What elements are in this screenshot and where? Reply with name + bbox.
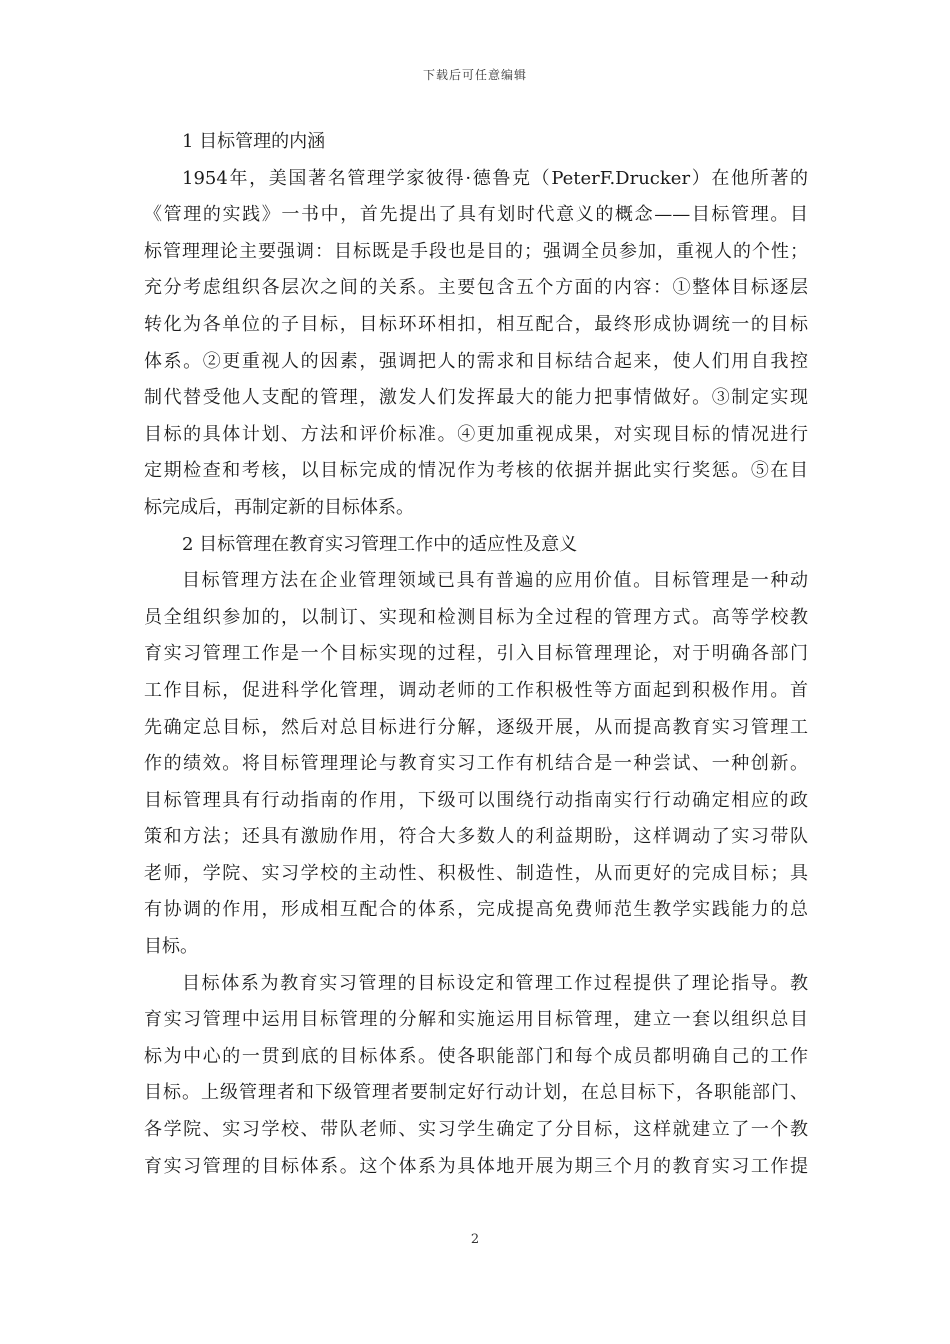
paragraph-line: 充分考虑组织各层次之间的关系。主要包含五个方面的内容：①整体目标逐层 (144, 277, 808, 299)
paragraph-line: 体系。②更重视人的因素，强调把人的需求和目标结合起来，使人们用自我控 (144, 350, 808, 372)
paragraph-line: 目标管理方法在企业管理领域已具有普遍的应用价值。目标管理是一种动 (182, 570, 808, 592)
paragraph-line: 标完成后，再制定新的目标体系。 (144, 496, 414, 518)
paragraph-line: 作的绩效。将目标管理理论与教育实习工作有机结合是一种尝试、一种创新。 (144, 753, 808, 775)
paragraph-line: 各学院、实习学校、带队老师、实习学生确定了分目标，这样就建立了一个教 (144, 1119, 808, 1141)
paragraph-line: 制代替受他人支配的管理，激发人们发挥最大的能力把事情做好。③制定实现 (144, 387, 808, 409)
paragraph-line: 1954年，美国著名管理学家彼得·德鲁克（PeterF.Drucker）在他所著的 (182, 167, 808, 189)
paragraph-line: 先确定总目标，然后对总目标进行分解，逐级开展，从而提高教育实习管理工 (144, 716, 808, 738)
paragraph-line: 有协调的作用，形成相互配合的体系，完成提高免费师范生教学实践能力的总 (144, 899, 808, 921)
paragraph-line: 目标的具体计划、方法和评价标准。④更加重视成果，对实现目标的情况进行 (144, 423, 808, 445)
paragraph-line: 育实习管理中运用目标管理的分解和实施运用目标管理，建立一套以组织总目 (144, 1009, 808, 1031)
paragraph-line: 《管理的实践》一书中，首先提出了具有划时代意义的概念——目标管理。目 (144, 204, 808, 226)
paragraph-line: 员全组织参加的，以制订、实现和检测目标为全过程的管理方式。高等学校教 (144, 606, 808, 628)
paragraph-line: 标管理理论主要强调：目标既是手段也是目的；强调全员参加，重视人的个性； (144, 240, 808, 262)
paragraph-line: 目标体系为教育实习管理的目标设定和管理工作过程提供了理论指导。教 (182, 972, 808, 994)
paragraph-line: 目标管理具有行动指南的作用，下级可以围绕行动指南实行行动确定相应的政 (144, 789, 808, 811)
paragraph-line: 标为中心的一贯到底的目标体系。使各职能部门和每个成员都明确自己的工作 (144, 1045, 808, 1067)
section-heading-1: 1 目标管理的内涵 (182, 131, 326, 152)
document-body (144, 124, 808, 1185)
paragraph-line: 转化为各单位的子目标，目标环环相扣，相互配合，最终形成协调统一的目标 (144, 313, 808, 335)
paragraph-line: 老师，学院、实习学校的主动性、积极性、制造性，从而更好的完成目标；具 (144, 862, 808, 884)
header-note: 下载后可任意编辑 (422, 68, 527, 82)
paragraph-line: 工作目标，促进科学化管理，调动老师的工作积极性等方面起到积极作用。首 (144, 679, 808, 701)
paragraph-line: 育实习管理工作是一个目标实现的过程，引入目标管理理论，对于明确各部门 (144, 643, 808, 665)
page-number: 2 (470, 1232, 480, 1247)
paragraph-line: 策和方法；还具有激励作用，符合大多数人的利益期盼，这样调动了实习带队 (144, 826, 808, 848)
section-heading-2: 2 目标管理在教育实习管理工作中的适应性及意义 (182, 533, 578, 555)
paragraph-line: 目标。上级管理者和下级管理者要制定好行动计划，在总目标下，各职能部门、 (144, 1082, 808, 1104)
paragraph-line: 育实习管理的目标体系。这个体系为具体地开展为期三个月的教育实习工作提 (144, 1155, 808, 1177)
paragraph-line: 定期检查和考核，以目标完成的情况作为考核的依据并据此实行奖惩。⑤在目 (144, 460, 808, 482)
paragraph-line: 目标。 (144, 936, 198, 958)
